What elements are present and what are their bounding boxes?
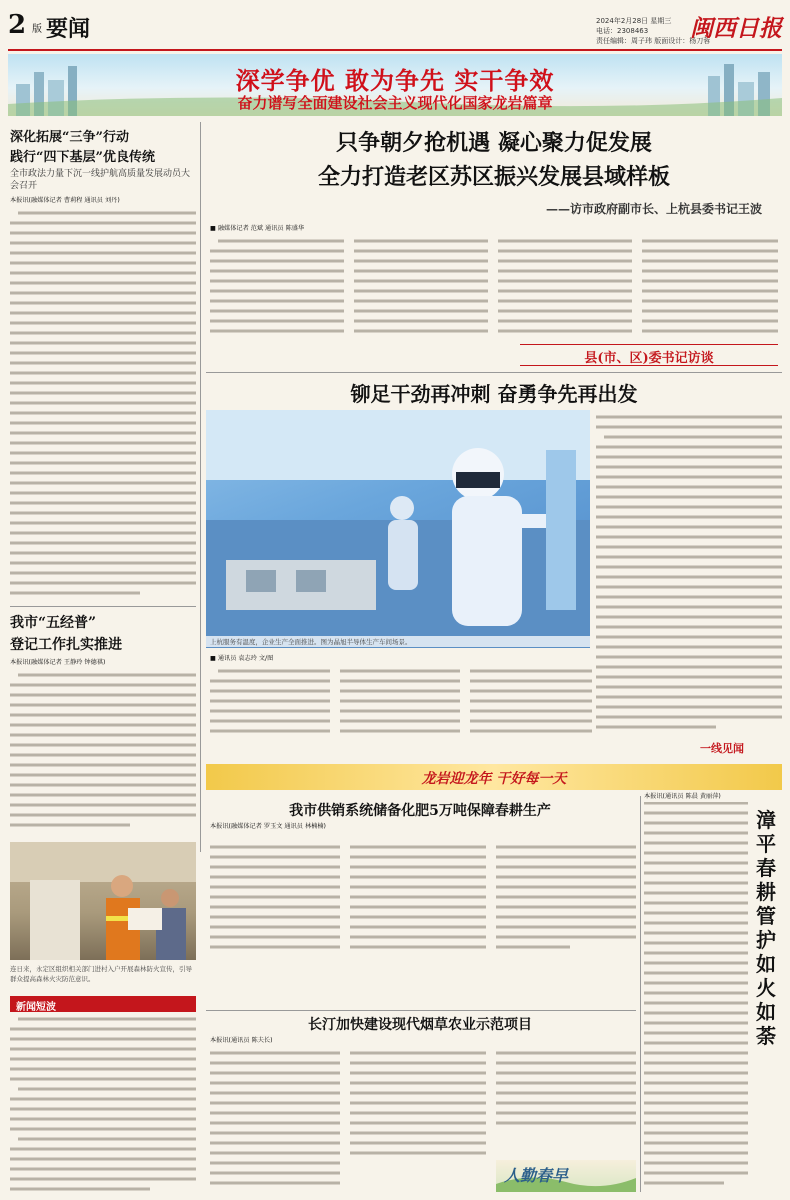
feature-byline: ■ 通讯员 袁志玲 文/图	[210, 655, 274, 662]
feature-right-body-text	[596, 414, 782, 738]
right-feature-body-text	[644, 800, 748, 1190]
briefs-body-text	[10, 1016, 196, 1194]
issue-tel: 电话：2308463	[596, 27, 649, 35]
briefs-title: 新闻短波	[16, 1002, 56, 1013]
slogan-banner	[8, 54, 782, 116]
ribbon-text: 龙岩迎龙年 干好每一天	[421, 771, 567, 787]
page-number: 2	[8, 10, 27, 40]
interview-series-label: 县(市、区)委书记访谈	[584, 351, 714, 366]
left-photo-caption: 连日来，永定区组织相关部门进村入户开展森林防火宣传，引导群众提高森林火灾防范意识。	[10, 965, 192, 983]
fertilizer-headline: 我市供销系统储备化肥5万吨保障春耕生产	[289, 803, 551, 819]
banner-subtitle: 奋力谱写全面建设社会主义现代化国家龙岩篇章	[237, 94, 553, 112]
story1-title-line1: 深化拓展“三争”行动	[10, 130, 129, 145]
lower-column-divider	[640, 796, 641, 1192]
right-feature-byline: 本报讯(通讯员 陈晨 黄丽萍)	[644, 792, 748, 802]
ad-lettering: 人勤春早	[504, 1166, 569, 1185]
story2-byline: 本报讯(融媒体记者 王静玲 钟德祺)	[10, 659, 106, 666]
tobacco-headline: 长汀加快建设现代烟草农业示范项目	[308, 1017, 532, 1033]
feature-top-rule	[206, 372, 782, 373]
story2-title-line2: 登记工作扎实推进	[10, 637, 122, 653]
page-label: 版	[32, 24, 42, 35]
fertilizer-byline: 本报讯(融媒体记者 罗玉文 通讯员 林楠楠)	[210, 823, 326, 830]
story1-body-text	[10, 210, 196, 606]
issue-date: 2024年2月28日 星期三	[596, 17, 672, 25]
main-subtitle: ——访市政府副市长、上杭县委书记王波	[545, 202, 762, 216]
photo-scene-graphic	[206, 410, 590, 648]
feature-headline: 铆足干劲再冲刺 奋勇争先再出发	[350, 382, 638, 406]
section-title: 要闻	[46, 16, 91, 42]
spring-ad-graphic	[496, 1160, 636, 1192]
main-byline: ■ 融媒体记者 范斌 通讯员 陈盛华	[210, 225, 305, 232]
banner-title: 深学争优 敢为争先 实干争效	[235, 66, 555, 95]
story2-title-line1: 我市“五经普”	[10, 615, 97, 631]
story-divider	[10, 606, 196, 607]
cleanroom-factory-photo	[206, 410, 590, 648]
photo-scene-graphic	[10, 842, 196, 960]
main-headline-line2: 全力打造老区苏区振兴发展县域样板	[317, 164, 670, 190]
feature-body-text	[210, 668, 592, 744]
story2-body-text	[10, 672, 196, 836]
right-feature-headline-vertical: 漳平春耕管护如火如荼	[756, 808, 776, 1048]
main-story-body-text	[210, 238, 778, 342]
feature-photo-caption: 上杭服务有温度，企业生产全面推进。图为晶旭半导体生产车间场景。	[206, 636, 590, 647]
feature-tag: 一线见闻	[700, 742, 744, 755]
main-headline-line1: 只争朝夕抢机遇 凝心聚力促发展	[336, 130, 652, 156]
masthead-rule	[8, 49, 782, 51]
story-divider	[206, 1010, 636, 1011]
fertilizer-body-text	[210, 844, 636, 1010]
forest-fire-prevention-photo	[10, 842, 196, 960]
tobacco-byline: 本报讯(通讯员 陈夫长)	[210, 1037, 273, 1044]
paper-logo: 闽西日报	[690, 15, 782, 42]
story1-subtitle: 全市政法力量下沉一线护航高质量发展动员大会召开	[10, 169, 191, 191]
issue-editors: 责任编辑：周子玮 版面设计：杨刀蓉	[596, 37, 711, 45]
column-divider	[200, 122, 201, 852]
story1-title-line2: 践行“四下基层”优良传统	[10, 150, 155, 165]
story1-byline: 本报讯(融媒体记者 曹莉程 通讯员 刘丹)	[10, 197, 120, 204]
